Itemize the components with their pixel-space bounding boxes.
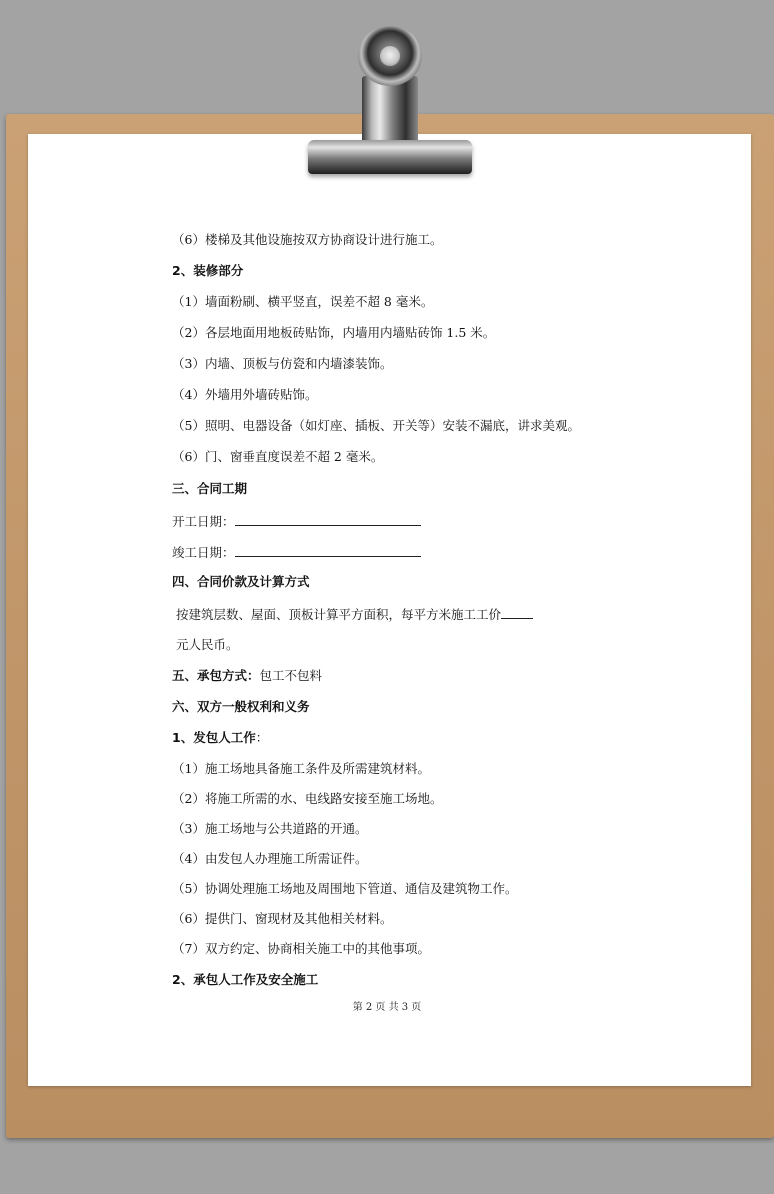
list-item: （2）将施工所需的水、电线路安接至施工场地。: [172, 791, 443, 806]
end-date-label: 竣工日期：: [172, 545, 235, 560]
contract-mode-label: 五、承包方式：: [172, 668, 260, 683]
section-heading: 2、承包人工作及安全施工: [172, 972, 319, 987]
employer-work-colon: ：: [255, 730, 269, 745]
list-item: （5）照明、电器设备（如灯座、插板、开关等）安装不漏底，讲求美观。: [172, 418, 580, 433]
list-item: （2）各层地面用地板砖贴饰，内墙用内墙贴砖饰 1.5 米。: [172, 325, 496, 340]
list-item: （1）施工场地具备施工条件及所需建筑材料。: [172, 761, 430, 776]
section-heading: 四、合同价款及计算方式: [172, 574, 310, 589]
list-item: （4）外墙用外墙砖贴饰。: [172, 387, 318, 402]
end-date-blank: [235, 543, 421, 557]
page-number: 第 2 页 共 3 页: [352, 1002, 422, 1013]
list-item: （3）内墙、顶板与仿瓷和内墙漆装饰。: [172, 356, 393, 371]
employer-work-label: 1、发包人工作: [172, 730, 256, 745]
list-item: （6）楼梯及其他设施按双方协商设计进行施工。: [172, 232, 443, 247]
section-heading: 2、装修部分: [172, 263, 244, 278]
section-heading: 六、双方一般权利和义务: [172, 699, 310, 714]
contract-mode-value: 包工不包料: [259, 668, 323, 683]
list-item: （5）协调处理施工场地及周围地下管道、通信及建筑物工作。: [172, 881, 518, 896]
section-heading: 三、合同工期: [172, 481, 248, 496]
end-date-row: [172, 543, 421, 561]
start-date-label: 开工日期：: [172, 514, 235, 529]
price-blank: [501, 606, 533, 619]
binder-clip-icon: [300, 26, 480, 176]
start-date-blank: [235, 512, 421, 526]
price-paragraph-cont: 元人民币。: [176, 637, 239, 652]
list-item: （3）施工场地与公共道路的开通。: [172, 821, 368, 836]
list-item: （7）双方约定、协商相关施工中的其他事项。: [172, 941, 430, 956]
list-item: （6）门、窗垂直度误差不超 2 毫米。: [172, 449, 384, 464]
price-paragraph: [176, 606, 533, 623]
list-item: （4）由发包人办理施工所需证件。: [172, 851, 368, 866]
start-date-row: [172, 512, 421, 530]
price-text: 按建筑层数、屋面、顶板计算平方面积，每平方米施工工价: [176, 607, 502, 622]
list-item: （6）提供门、窗现材及其他相关材料。: [172, 911, 393, 926]
employer-work-heading: [172, 730, 268, 746]
list-item: （1）墙面粉刷、横平竖直，误差不超 8 毫米。: [172, 294, 434, 309]
contract-mode-row: [172, 668, 322, 684]
